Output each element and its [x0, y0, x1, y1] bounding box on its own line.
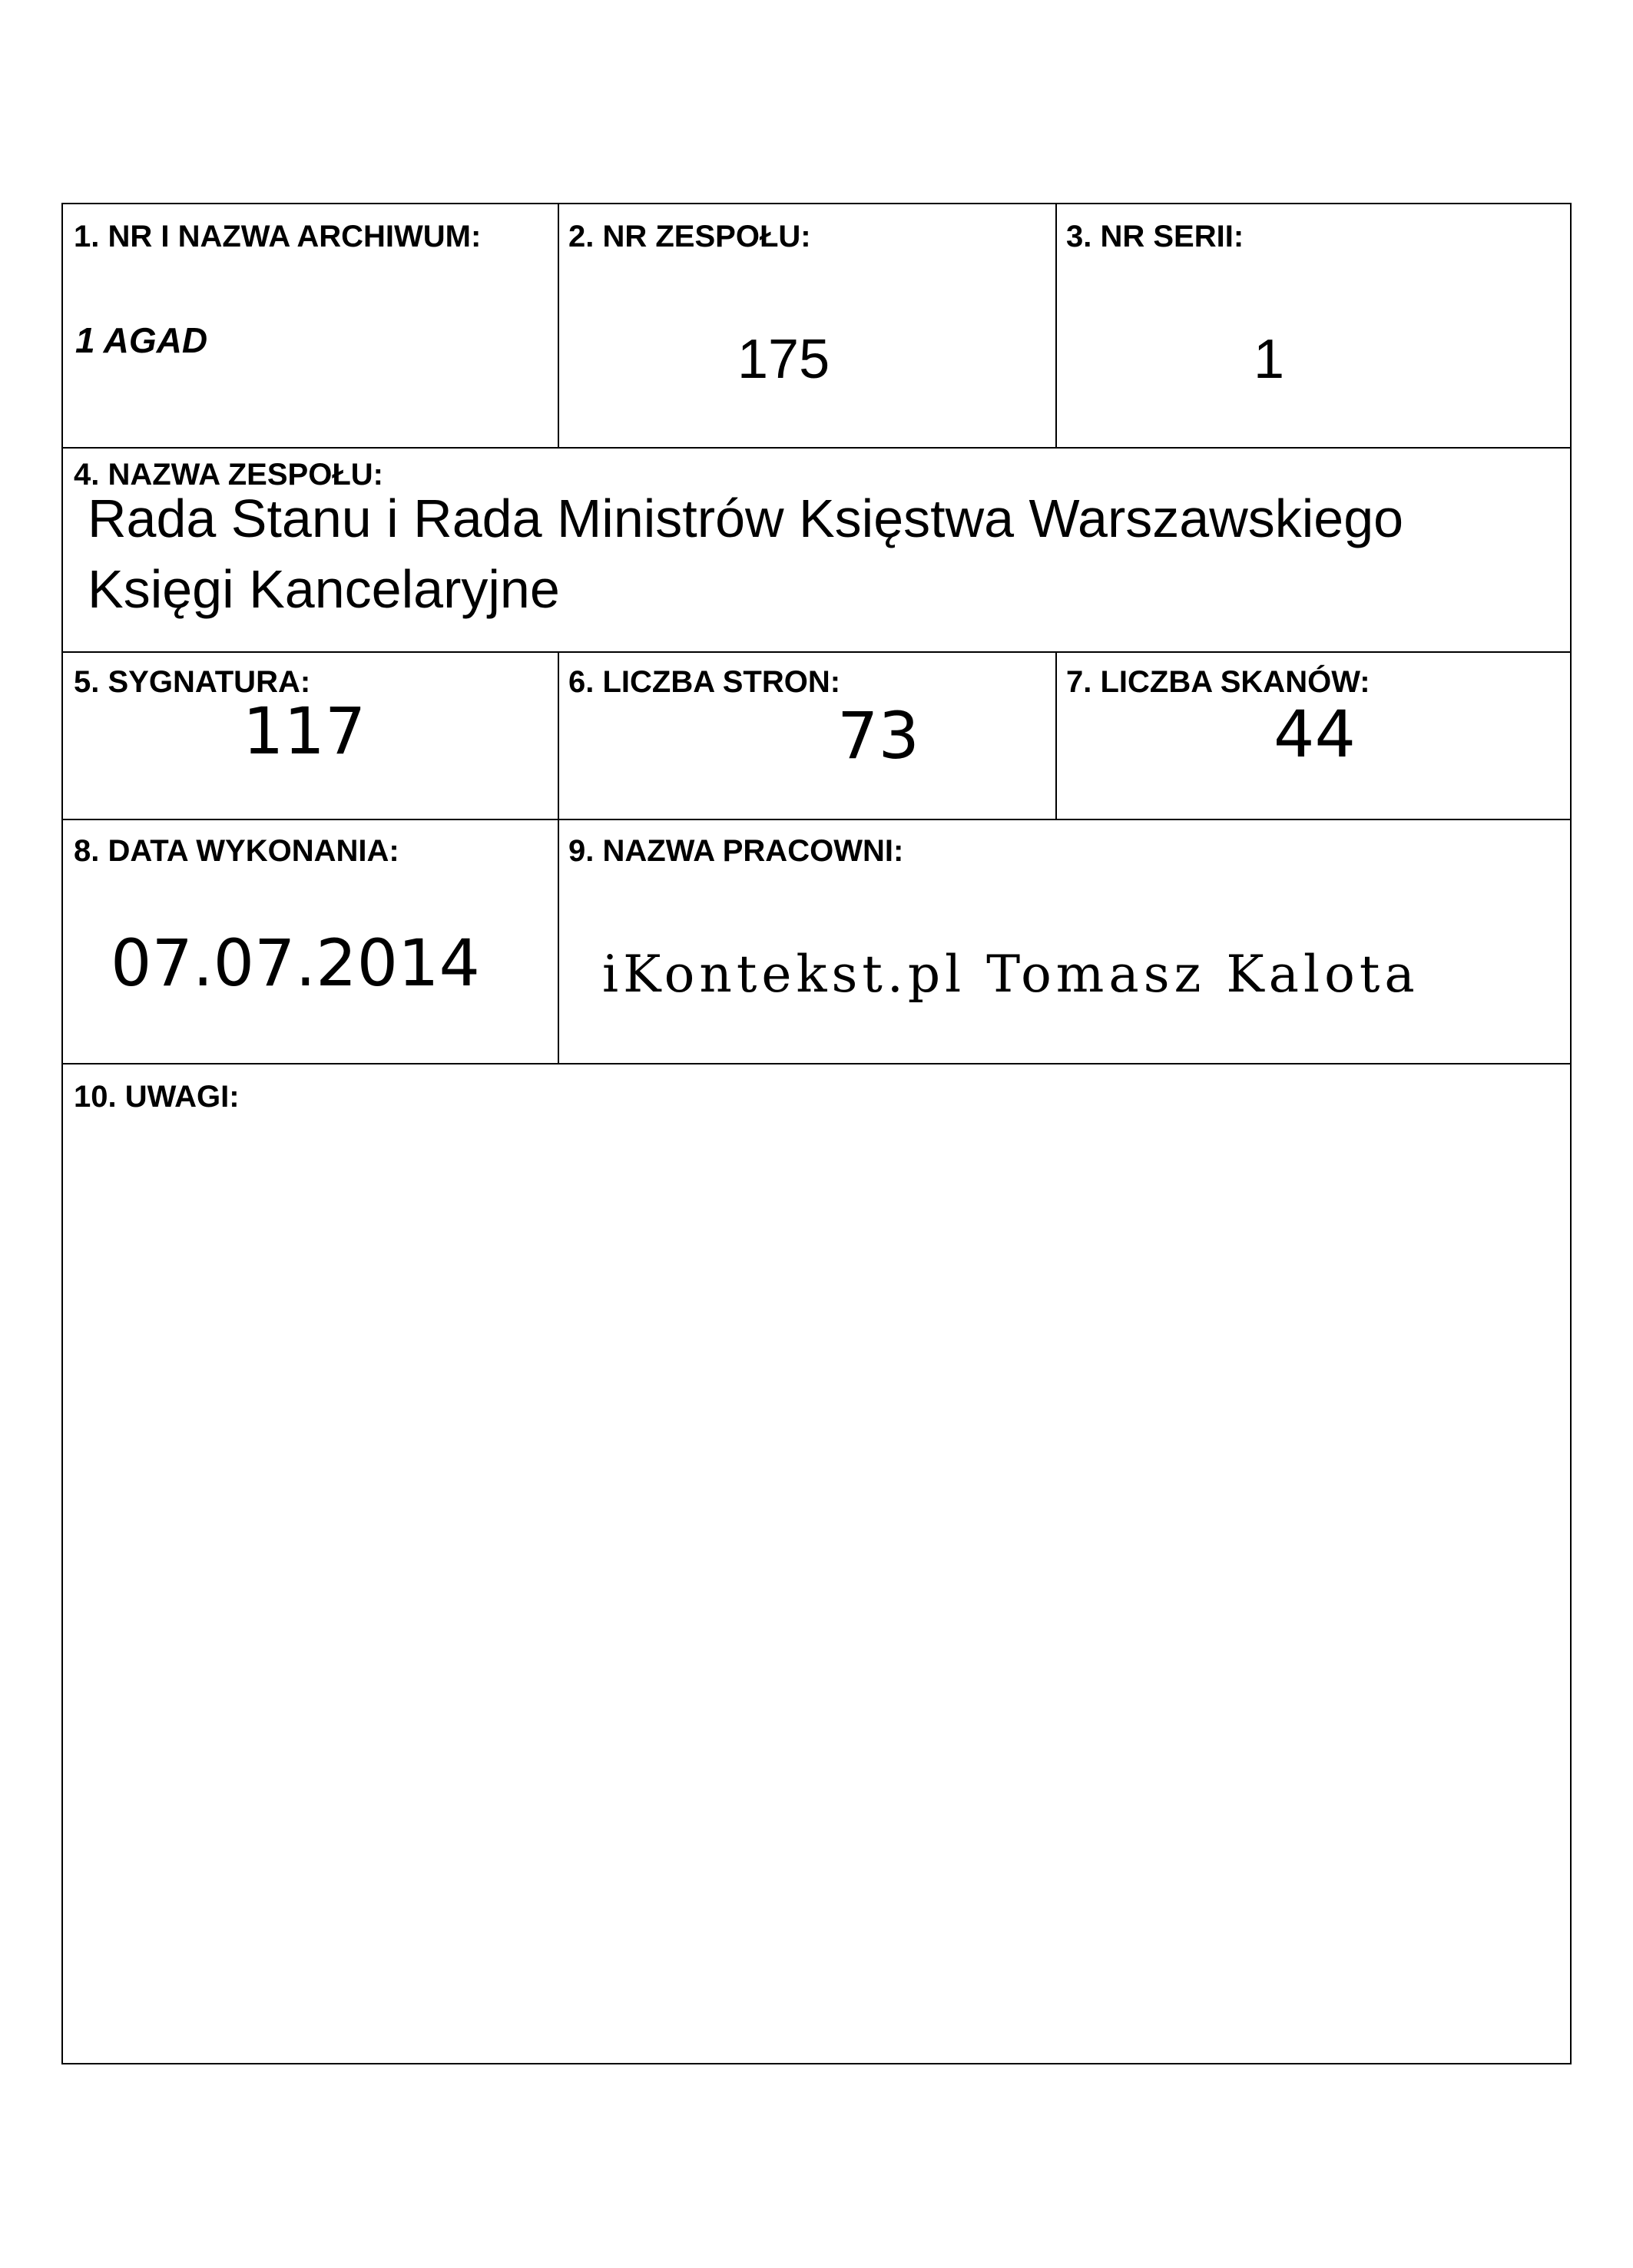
page-count-cell: [559, 653, 1055, 819]
signature-label: 5. SYGNATURA:: [74, 665, 311, 699]
series-no-label: 3. NR SERII:: [1066, 220, 1244, 253]
archive-cell: [63, 204, 558, 447]
scan-count-value: 44: [1274, 697, 1356, 772]
page-count-label: 6. LICZBA STRON:: [568, 665, 841, 699]
notes-cell: [63, 1064, 1570, 2063]
signature-cell: [63, 653, 558, 819]
fonds-name-label: 4. NAZWA ZESPOŁU:: [74, 458, 383, 492]
fonds-no-label: 2. NR ZESPOŁU:: [568, 220, 811, 253]
fonds-no-cell: [559, 204, 1055, 447]
fonds-name-line-1: Rada Stanu i Rada Ministrów Księstwa Warszawskiego: [88, 488, 1404, 548]
signature-value: 117: [243, 694, 366, 769]
notes-label: 10. UWAGI:: [74, 1080, 240, 1114]
archive-metadata-form: [61, 203, 1572, 2064]
archive-label: 1. NR I NAZWA ARCHIWUM:: [74, 220, 482, 253]
scan-count-label: 7. LICZBA SKANÓW:: [1066, 665, 1370, 699]
workshop-value: iKontekst.pl Tomasz Kalota: [602, 945, 1419, 1004]
workshop-label: 9. NAZWA PRACOWNI:: [568, 834, 904, 868]
date-cell: [63, 820, 558, 1063]
workshop-cell: [559, 820, 1570, 1063]
fonds-no-value: 175: [737, 329, 830, 390]
series-no-cell: [1057, 204, 1570, 447]
page-count-value: 73: [837, 698, 919, 773]
date-label: 8. DATA WYKONANIA:: [74, 834, 399, 868]
fonds-name-line-2: Księgi Kancelaryjne: [88, 559, 560, 619]
archive-value: 1 AGAD: [75, 320, 208, 360]
scan-count-cell: [1057, 653, 1570, 819]
fonds-name-cell: [63, 449, 1570, 651]
date-value: 07.07.2014: [111, 925, 480, 1001]
series-no-value: 1: [1254, 329, 1285, 390]
